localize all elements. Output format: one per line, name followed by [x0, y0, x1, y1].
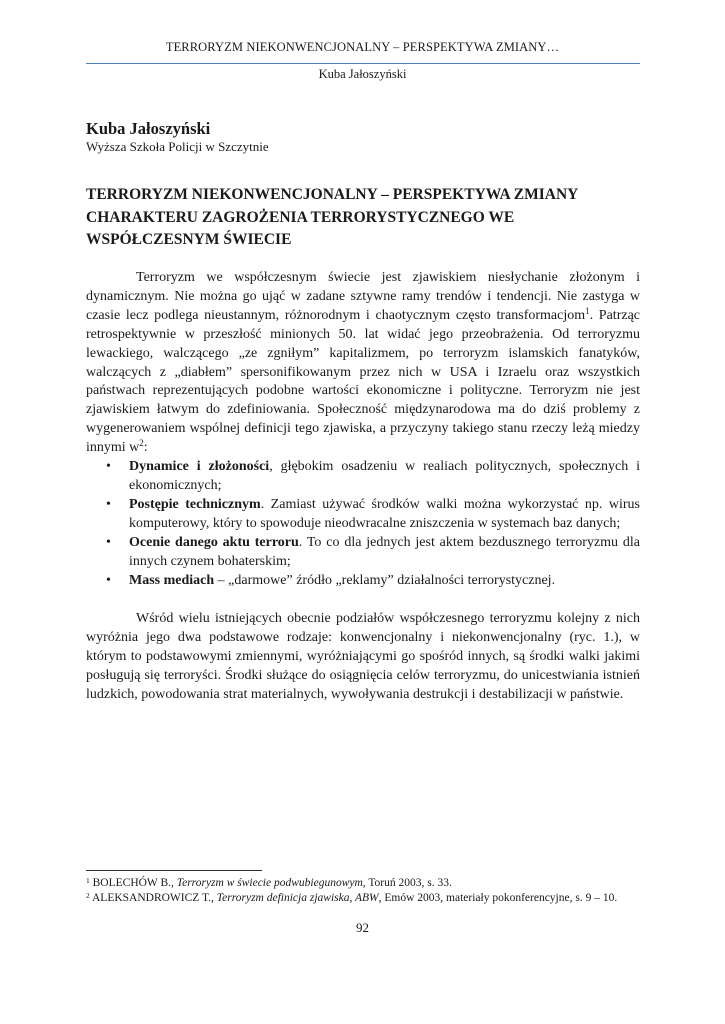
footnote-text: , Emów 2003, materiały pokonferencyjne, s. 9 – 10.: [378, 892, 618, 904]
list-item-text: – „darmowe” źródło „reklamy” działalności terrorystycznej.: [214, 572, 556, 588]
article-body: [86, 269, 640, 705]
bullet-icon: •: [106, 534, 111, 550]
footnote-text: ALEKSANDROWICZ T.,: [89, 892, 217, 904]
header-divider: [86, 63, 640, 64]
footnote-1: [86, 876, 642, 891]
list-item-term: Ocenie danego aktu terroru: [129, 534, 299, 550]
list-item-term: Dynamice i złożoności: [129, 459, 270, 475]
list-item-term: Postępie technicznym: [129, 496, 261, 512]
running-header-title: TERRORYZM NIEKONWENCJONALNY – PERSPEKTYWA ZMIANY…: [165, 40, 560, 54]
paragraph-intro-part1: Terroryzm we współczesnym świecie jest zjawiskiem niesłychanie złożonym i dynamicznym. Nie można go ująć w zadane sztywne ramy trendów i tendencji. Nie zastyga w czasie lecz podlega nieustannym, różnorodnym i chaotycznym często transformacjom: [86, 270, 640, 323]
footnote-text: , Toruń 2003, s. 33.: [362, 877, 452, 889]
footnote-number: 1: [86, 876, 90, 885]
list-item: [86, 458, 640, 496]
title-line-1: TERRORYZM NIEKONWENCJONALNY – PERSPEKTYWA ZMIANY: [86, 186, 579, 203]
title-line-3: WSPÓŁCZESNYM ŚWIECIE: [86, 231, 292, 248]
list-item: [86, 496, 640, 534]
footnote-work-title: Terroryzm w świecie podwubiegunowym: [176, 877, 363, 889]
causes-list: [86, 458, 640, 590]
list-item-term: Mass mediach: [129, 572, 215, 588]
footnote-work-title: Terroryzm definicja zjawiska, ABW: [216, 892, 379, 904]
footnote-ref-2[interactable]: 2: [139, 438, 144, 449]
list-item-text: . Zamiast używać środków walki można wykorzystać np. wirus komputerowy, który to spowoduje nieodwracalne zniszczenia w systemach baz danych;: [129, 496, 640, 531]
list-item-text: , głębokim osadzeniu w realiach politycznych, społecznych i ekonomicznych;: [129, 459, 640, 493]
author-name: Kuba Jałoszyński: [86, 119, 211, 138]
article-title: [86, 184, 606, 252]
running-header-author: Kuba Jałoszyński: [318, 67, 407, 81]
list-item: [86, 534, 640, 572]
footnote-text: BOLECHÓW B.,: [89, 877, 177, 889]
bullet-icon: •: [106, 572, 111, 588]
footnote-divider: [86, 870, 262, 871]
footnote-ref-1[interactable]: 1: [585, 305, 590, 316]
title-line-2: CHARAKTERU ZAGROŻENIA TERRORYSTYCZNEGO WE: [86, 208, 515, 226]
paragraph-intro-part2: . Patrząc retrospektywnie w przeszłość minionych 50. lat widać jego przeobrażenia. Od terroryzmu lewackiego, walczącego „ze zgniłym” kapitalizmem, po terroryzm islamskich fanatyków, walczących z „diabłem” spersonifikowanym przez nich w USA i Izraelu oraz wszystkich państwach reprezentujących podobne wartości ekonomiczne i polityczne. Terroryzm nie jest zjawiskiem łatwym do zdefiniowania. Społeczność międzynarodowa ma do dziś problemy z wygenerowaniem wspólnej definicji tego zjawiska, a przyczyny takiego stanu rzeczy leżą miedzy innymi w: [86, 307, 641, 456]
page-number: 92: [356, 920, 369, 935]
paragraph-intro-part3: :: [143, 440, 148, 456]
footnote-2: [86, 891, 642, 906]
footnote-number: 2: [86, 891, 90, 900]
list-item: [86, 572, 640, 591]
author-affiliation: Wyższa Szkoła Policji w Szczytnie: [86, 139, 269, 154]
bullet-icon: •: [106, 496, 111, 512]
list-item-text: . To co dla jednych jest aktem bezdusznego terroryzmu dla innych czynem bohaterskim;: [129, 534, 640, 569]
bullet-icon: •: [106, 459, 111, 475]
paragraph-intro: [86, 269, 640, 458]
footnotes: [86, 876, 642, 906]
paragraph-classification: Wśród wielu istniejących obecnie podziałów współczesnego terroryzmu kolejny z nich wyróżnia jego dwa podstawowe rodzaje: konwencjonalny i niekonwencjonalny (ryc. 1.), w którym to podstawowymi zmiennymi, wyróżniającymi go spośród innych, są środki walki jakimi posługują się terroryści. Środki służące do osiągnięcia celów terroryzmu, do unicestwiania istnień ludzkich, powodowania strat materialnych, wywoływania destrukcji i destabilizacji w państwie.: [86, 611, 640, 703]
